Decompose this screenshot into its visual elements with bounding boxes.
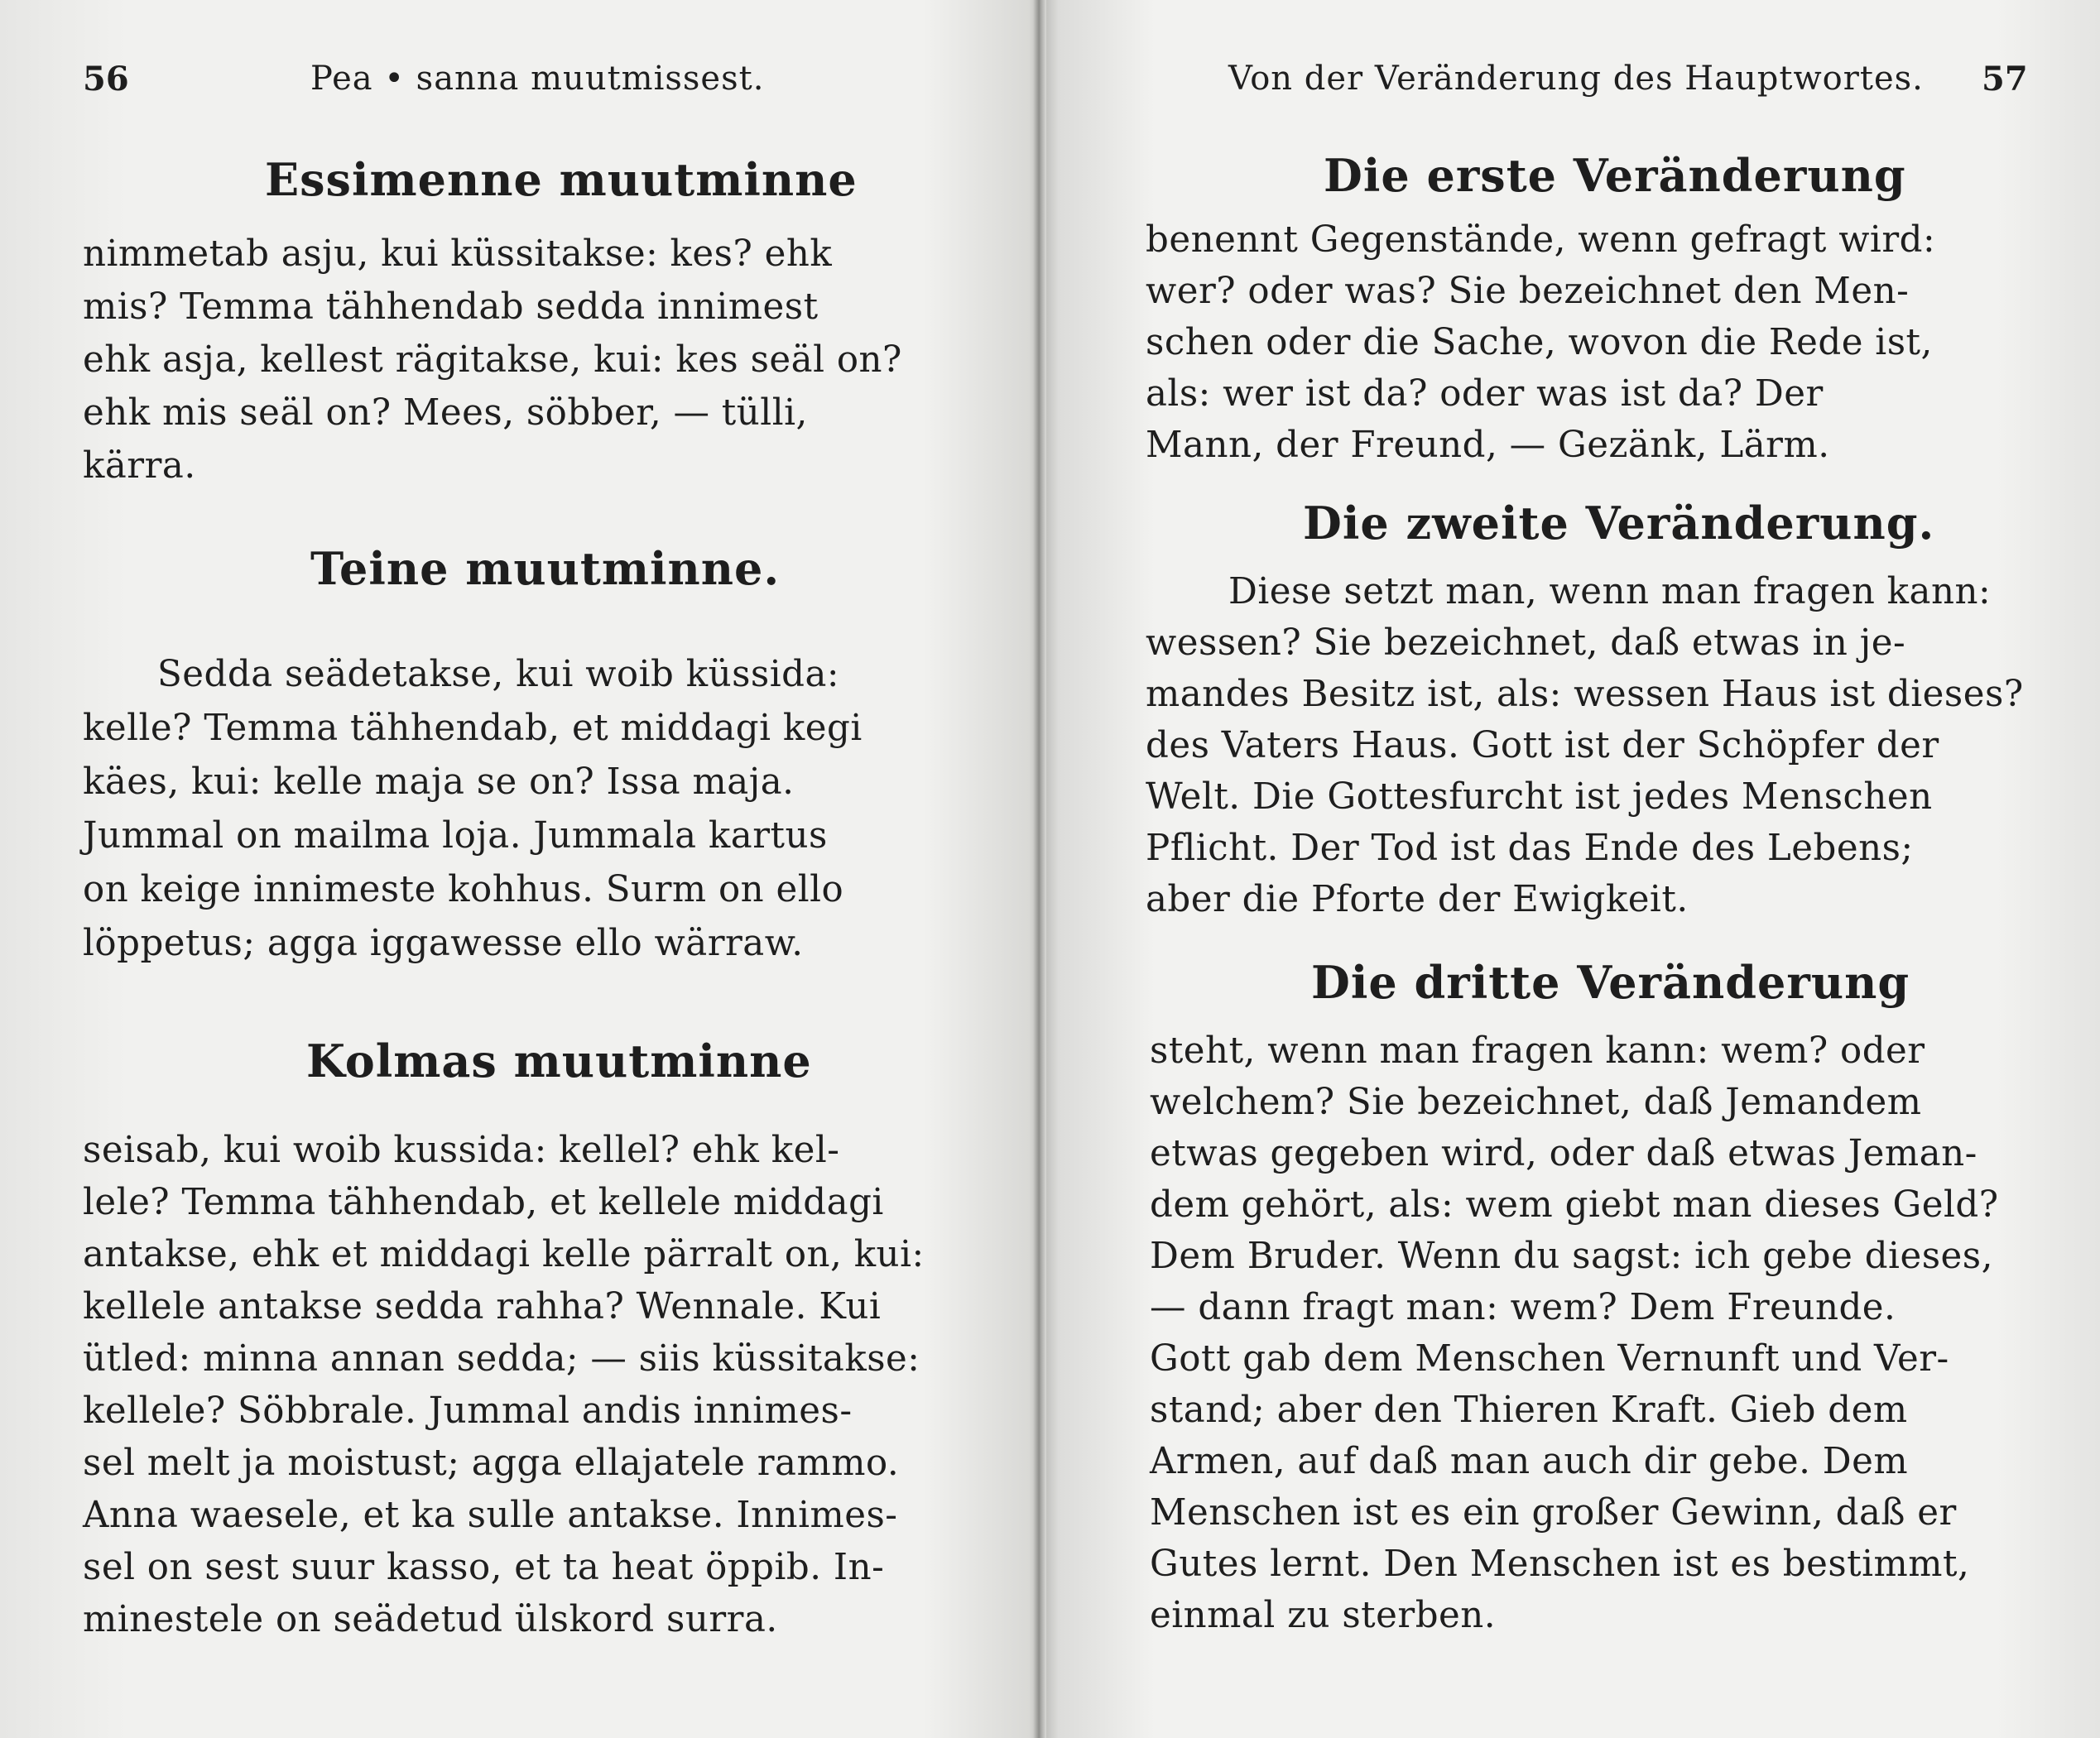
running-head: Pea • sanna muutmissest. <box>310 60 765 98</box>
section-heading: Die erste Veränderung <box>1324 149 1906 202</box>
text-line: lele? Temma tähhendab, et kellele middagi <box>83 1182 884 1223</box>
text-line: kellele antakse sedda rahha? Wennale. Kui <box>83 1286 882 1328</box>
text-line: benennt Gegenstände, wenn gefragt wird: <box>1146 219 1936 261</box>
section-heading: Die zweite Veränderung. <box>1303 497 1935 550</box>
running-head: Von der Veränderung des Hauptwortes. <box>1228 60 1924 98</box>
text-line: stand; aber den Thieren Kraft. Gieb dem <box>1150 1390 1908 1431</box>
text-line: ütled: minna annan sedda; — siis küssitakse: <box>83 1338 920 1380</box>
text-line: käes, kui: kelle maja se on? Issa maja. <box>83 761 795 803</box>
section-heading: Kolmas muutminne <box>306 1035 812 1087</box>
text-line: ehk asja, kellest rägitakse, kui: kes seäl on? <box>83 339 902 381</box>
right-page <box>1046 0 2100 1738</box>
text-line: sel on sest suur kasso, et ta heat öppib. In- <box>83 1547 885 1588</box>
section-heading: Essimenne muutminne <box>265 153 858 206</box>
text-line: — dann fragt man: wem? Dem Freunde. <box>1150 1287 1896 1328</box>
text-line: nimmetab asju, kui küssitakse: kes? ehk <box>83 233 833 275</box>
section-heading: Die dritte Veränderung <box>1311 956 1910 1009</box>
text-line: on keige innimeste kohhus. Surm on ello <box>83 869 844 910</box>
text-line: antakse, ehk et middagi kelle pärralt on, kui: <box>83 1234 925 1275</box>
text-line: Diese setzt man, wenn man fragen kann: <box>1228 571 1992 612</box>
text-line: aber die Pforte der Ewigkeit. <box>1146 879 1689 920</box>
text-line: Pflicht. Der Tod ist das Ende des Lebens; <box>1146 828 1914 869</box>
text-line: sel melt ja moistust; agga ellajatele rammo. <box>83 1443 900 1484</box>
text-line: dem gehört, als: wem giebt man dieses Geld? <box>1150 1184 1999 1226</box>
section-heading: Teine muutminne. <box>310 542 781 595</box>
text-line: des Vaters Haus. Gott ist der Schöpfer der <box>1146 725 1939 766</box>
text-line: Jummal on mailma loja. Jummala kartus <box>83 815 828 857</box>
page-number: 56 <box>83 60 129 98</box>
page-number: 57 <box>1982 60 2028 98</box>
text-line: einmal zu sterben. <box>1150 1595 1497 1636</box>
text-line: Mann, der Freund, — Gezänk, Lärm. <box>1146 425 1830 466</box>
text-line: etwas gegeben wird, oder daß etwas Jeman- <box>1150 1133 1977 1174</box>
text-line: Sedda seädetakse, kui woib küssida: <box>157 654 840 695</box>
text-line: minestele on seädetud ülskord surra. <box>83 1599 778 1640</box>
text-line: Gott gab dem Menschen Vernunft und Ver- <box>1150 1338 1949 1380</box>
text-line: Welt. Die Gottesfurcht ist jedes Menschen <box>1146 776 1933 818</box>
text-line: löppetus; agga iggawesse ello wärraw. <box>83 923 804 964</box>
text-line: Anna waesele, et ka sulle antakse. Innimes- <box>83 1495 898 1536</box>
text-line: wer? oder was? Sie bezeichnet den Men- <box>1146 271 1910 312</box>
text-line: Menschen ist es ein großer Gewinn, daß er <box>1150 1492 1957 1534</box>
text-line: Armen, auf daß man auch dir gebe. Dem <box>1150 1441 1909 1482</box>
text-line: schen oder die Sache, wovon die Rede ist, <box>1146 322 1933 363</box>
text-line: Dem Bruder. Wenn du sagst: ich gebe dieses, <box>1150 1236 1993 1277</box>
text-line: wessen? Sie bezeichnet, daß etwas in je- <box>1146 622 1906 664</box>
book-gutter <box>1033 0 1046 1738</box>
text-line: als: wer ist da? oder was ist da? Der <box>1146 373 1824 415</box>
text-line: welchem? Sie bezeichnet, daß Jemandem <box>1150 1082 1922 1123</box>
text-line: steht, wenn man fragen kann: wem? oder <box>1150 1030 1925 1072</box>
text-line: mandes Besitz ist, als: wessen Haus ist dieses? <box>1146 674 2024 715</box>
text-line: ehk mis seäl on? Mees, söbber, — tülli, <box>83 392 808 434</box>
text-line: kellele? Söbbrale. Jummal andis innimes- <box>83 1390 853 1432</box>
left-page <box>0 0 1033 1738</box>
text-line: kärra. <box>83 445 196 487</box>
text-line: seisab, kui woib kussida: kellel? ehk kel- <box>83 1130 840 1171</box>
text-line: mis? Temma tähhendab sedda innimest <box>83 286 819 328</box>
text-line: kelle? Temma tähhendab, et middagi kegi <box>83 708 863 749</box>
text-line: Gutes lernt. Den Menschen ist es bestimmt, <box>1150 1544 1970 1585</box>
